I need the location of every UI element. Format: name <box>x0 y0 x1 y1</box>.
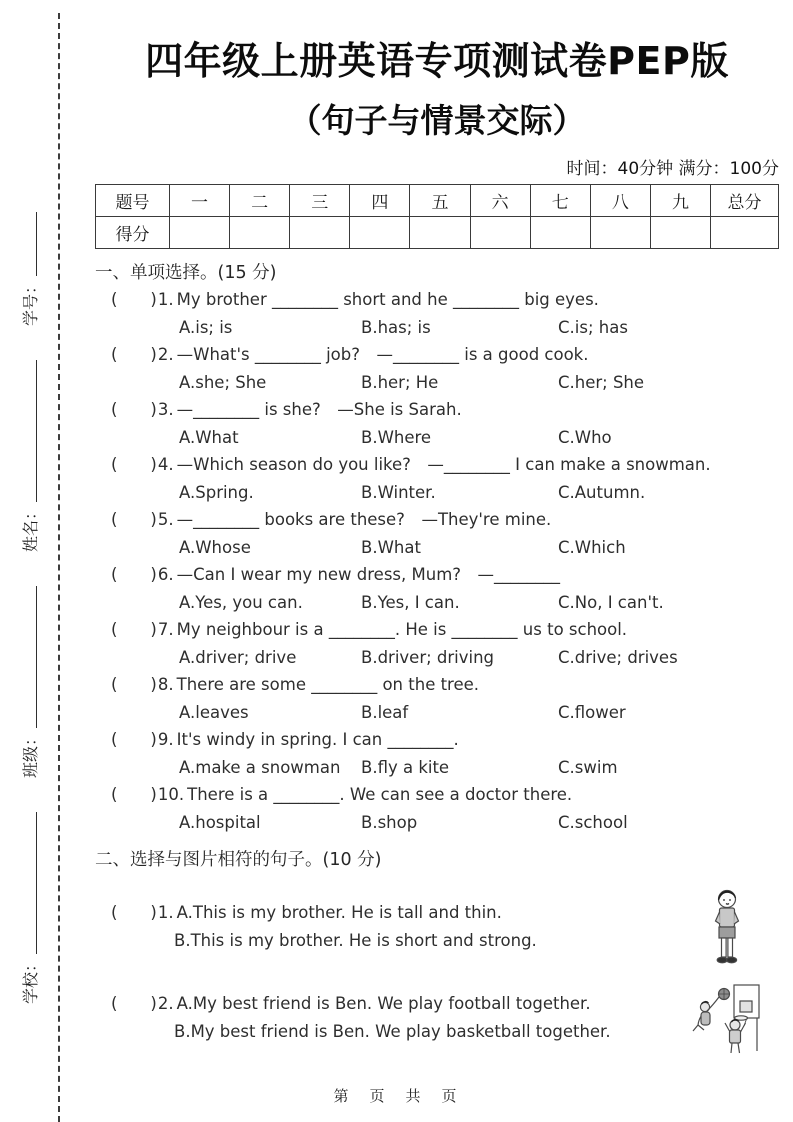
question-8 <box>95 671 779 726</box>
question-line <box>95 286 779 314</box>
score-cell <box>290 217 350 249</box>
answer-bracket: ( ) <box>111 510 157 529</box>
answer-bracket: ( ) <box>111 620 157 639</box>
score-cell <box>530 217 590 249</box>
score-header-cell: 二 <box>230 185 290 217</box>
class-field <box>18 586 41 778</box>
question-number: 7. <box>157 620 174 639</box>
score-row-label: 得分 <box>96 217 170 249</box>
fold-dashed-line <box>58 13 60 1122</box>
answer-bracket: ( ) <box>111 345 157 364</box>
question-line <box>95 899 675 927</box>
option-b: B.Yes, I can. <box>361 593 460 612</box>
option-a: A.hospital <box>179 813 261 832</box>
question-number: 9. <box>157 730 174 749</box>
options-row <box>95 809 779 836</box>
option-c: C.flower <box>558 703 626 722</box>
option-b-sentence: B.This is my brother. He is short and strong. <box>174 931 537 950</box>
score-cell <box>170 217 230 249</box>
question-10 <box>95 781 779 836</box>
question-number: 3. <box>157 400 174 419</box>
question-line <box>95 561 779 589</box>
student-number-blank-line <box>21 212 38 276</box>
question-3 <box>95 396 779 451</box>
score-cell <box>470 217 530 249</box>
option-b: B.has; is <box>361 318 431 337</box>
question-text: —Which season do you like? —________ I can make a snowman. <box>176 455 711 474</box>
question-line <box>95 341 779 369</box>
option-b: B.Winter. <box>361 483 436 502</box>
score-cell <box>590 217 650 249</box>
question-number: 5. <box>157 510 174 529</box>
option-b: B.fly a kite <box>361 758 450 777</box>
option-a: A.Spring. <box>179 483 254 502</box>
basketball-illustration <box>675 981 779 1055</box>
score-header-cell: 题号 <box>96 185 170 217</box>
answer-bracket: ( ) <box>111 785 157 804</box>
score-table-score-row <box>96 217 779 249</box>
class-label: 班级： <box>20 729 40 778</box>
option-b: B.What <box>361 538 421 557</box>
answer-bracket: ( ) <box>111 290 157 309</box>
option-b: B.driver; driving <box>361 648 495 667</box>
picture-question-text <box>95 990 675 1046</box>
score-table <box>95 184 779 249</box>
options-row <box>95 369 779 396</box>
question-number: 1. <box>157 903 174 922</box>
score-header-cell: 四 <box>350 185 410 217</box>
option-a: A.What <box>179 428 239 447</box>
option-c: C.drive; drives <box>558 648 678 667</box>
options-row <box>95 589 779 616</box>
question-number: 10. <box>157 785 185 804</box>
question-line <box>95 396 779 424</box>
picture-question-text <box>95 899 675 955</box>
short-strong-boy-drawing <box>707 886 747 968</box>
question-number: 2. <box>157 345 174 364</box>
option-b-sentence: B.My best friend is Ben. We play basketball together. <box>174 1022 611 1041</box>
score-cell <box>711 217 779 249</box>
option-c: C.Autumn. <box>558 483 646 502</box>
time-score-info: 时间：40分钟 满分：100分 <box>566 159 779 179</box>
section1-heading: 一、单项选择。(15 分) <box>95 263 277 283</box>
question-text: —Can I wear my new dress, Mum? —________ <box>176 565 561 584</box>
student-number-field <box>18 212 41 326</box>
paper-title: 四年级上册英语专项测试卷PEP版 <box>145 39 729 83</box>
student-info-sidebar <box>12 148 46 1004</box>
question-number: 2. <box>157 994 174 1013</box>
option-b: B.leaf <box>361 703 409 722</box>
answer-bracket: ( ) <box>111 400 157 419</box>
question-text: —________ is she? —She is Sarah. <box>176 400 462 419</box>
option-c: C.Which <box>558 538 626 557</box>
score-cell <box>230 217 290 249</box>
kids-playing-basketball-drawing <box>691 981 763 1055</box>
options-row <box>95 479 779 506</box>
student-number-label: 学号： <box>20 277 40 326</box>
question-line <box>95 781 779 809</box>
name-blank-line <box>21 360 38 502</box>
score-cell <box>650 217 710 249</box>
option-b: B.Where <box>361 428 432 447</box>
options-row <box>95 754 779 781</box>
score-header-cell: 六 <box>470 185 530 217</box>
option-a: A.Yes, you can. <box>179 593 303 612</box>
answer-bracket: ( ) <box>111 903 157 922</box>
school-blank-line <box>21 812 38 954</box>
question-text: —________ books are these? —They're mine. <box>176 510 552 529</box>
school-field <box>18 812 41 1004</box>
question-line <box>95 671 779 699</box>
answer-bracket: ( ) <box>111 565 157 584</box>
question-text: My brother ________ short and he ________ big eyes. <box>176 290 599 309</box>
school-label: 学校： <box>20 955 40 1004</box>
section2-heading: 二、选择与图片相符的句子。(10 分) <box>95 850 382 870</box>
option-c: C.Who <box>558 428 612 447</box>
option-a: A.is; is <box>179 318 233 337</box>
question-text: There are some ________ on the tree. <box>176 675 480 694</box>
boy-illustration <box>675 886 779 968</box>
options-row <box>95 699 779 726</box>
options-row <box>95 644 779 671</box>
option-a-sentence: A.My best friend is Ben. We play football together. <box>176 994 591 1013</box>
score-header-cell: 九 <box>650 185 710 217</box>
score-cell <box>410 217 470 249</box>
question-6 <box>95 561 779 616</box>
question-text: There is a ________. We can see a doctor there. <box>187 785 573 804</box>
answer-bracket: ( ) <box>111 994 157 1013</box>
question-1 <box>95 286 779 341</box>
option-a: A.she; She <box>179 373 267 392</box>
options-row <box>95 424 779 451</box>
question-2 <box>95 341 779 396</box>
option-a-sentence: A.This is my brother. He is tall and thin. <box>176 903 502 922</box>
question-5 <box>95 506 779 561</box>
picture-question-2 <box>95 981 779 1055</box>
option-a: A.leaves <box>179 703 249 722</box>
score-header-cell: 五 <box>410 185 470 217</box>
question-number: 8. <box>157 675 174 694</box>
option-a: A.driver; drive <box>179 648 297 667</box>
option-c: C.No, I can't. <box>558 593 664 612</box>
question-4 <box>95 451 779 506</box>
options-row <box>95 534 779 561</box>
question-text: My neighbour is a ________. He is ________ us to school. <box>176 620 628 639</box>
question-text: —What's ________ job? —________ is a good cook. <box>176 345 589 364</box>
option-a: A.Whose <box>179 538 251 557</box>
question-line <box>95 616 779 644</box>
score-header-cell: 三 <box>290 185 350 217</box>
question-number: 1. <box>157 290 174 309</box>
question-7 <box>95 616 779 671</box>
question-line <box>95 726 779 754</box>
score-header-cell: 一 <box>170 185 230 217</box>
question-line <box>95 990 675 1018</box>
question-number: 6. <box>157 565 174 584</box>
page-number-footer: 第 页 共 页 <box>333 1087 460 1105</box>
answer-bracket: ( ) <box>111 730 157 749</box>
exam-paper <box>95 0 779 1055</box>
option-b: B.shop <box>361 813 418 832</box>
question-line <box>95 451 779 479</box>
score-header-cell: 总分 <box>711 185 779 217</box>
answer-bracket: ( ) <box>111 455 157 474</box>
question-text: It's windy in spring. I can ________. <box>176 730 459 749</box>
option-a: A.make a snowman <box>179 758 341 777</box>
option-c: C.swim <box>558 758 618 777</box>
score-table-header-row <box>96 185 779 217</box>
name-field <box>18 360 41 552</box>
option-c: C.is; has <box>558 318 628 337</box>
option-b: B.her; He <box>361 373 439 392</box>
option-c: C.school <box>558 813 628 832</box>
score-cell <box>350 217 410 249</box>
option-c: C.her; She <box>558 373 645 392</box>
answer-bracket: ( ) <box>111 675 157 694</box>
question-9 <box>95 726 779 781</box>
name-label: 姓名： <box>20 503 40 552</box>
question-number: 4. <box>157 455 174 474</box>
class-blank-line <box>21 586 38 728</box>
score-header-cell: 八 <box>590 185 650 217</box>
score-header-cell: 七 <box>530 185 590 217</box>
paper-subtitle: （句子与情景交际） <box>288 101 586 140</box>
question-line <box>95 506 779 534</box>
options-row <box>95 314 779 341</box>
picture-question-1 <box>95 886 779 968</box>
